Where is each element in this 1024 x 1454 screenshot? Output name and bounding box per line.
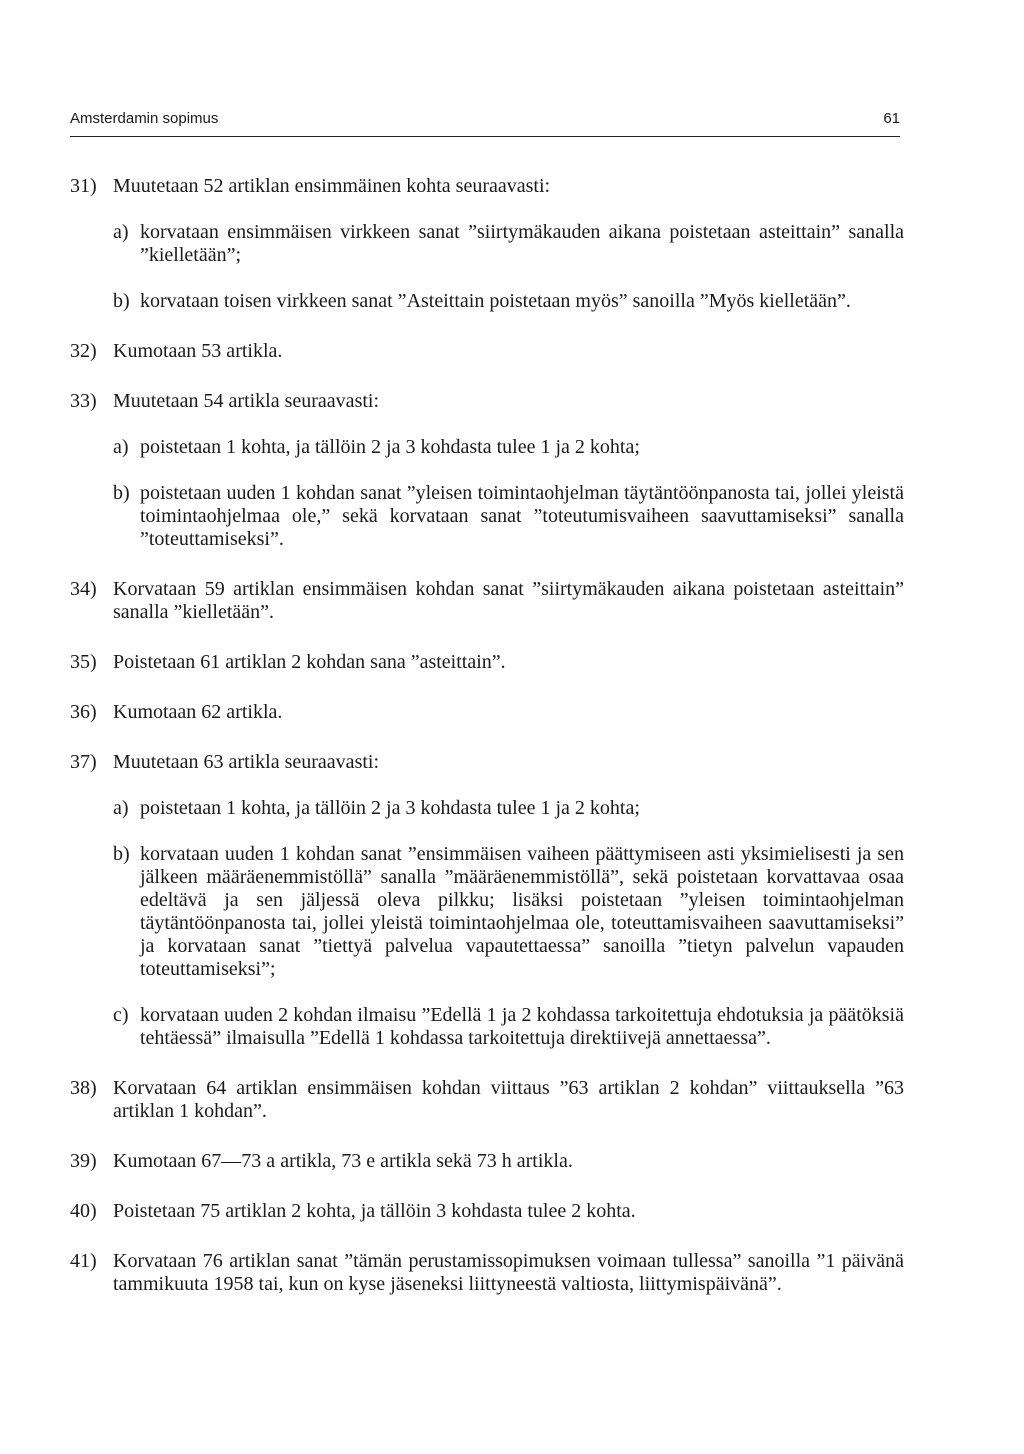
sub-item-text: poistetaan uuden 1 kohdan sanat ”yleisen toimintaohjelman täytäntöönpanosta tai, jollei yleistä toimintaohjelmaa ole,” sekä korvataan sanat ”toteutumisvaiheen saavuttamiseksi” sanalla ”toteuttamiseksi”. [140, 482, 904, 550]
list-item [70, 578, 904, 624]
item-number: 38) [70, 1077, 97, 1099]
list-item [70, 1150, 904, 1173]
sub-item-letter: b) [113, 843, 130, 865]
item-text: Korvataan 64 artiklan ensimmäisen kohdan viittaus ”63 artiklan 2 kohdan” viittauksella ”63 artiklan 1 kohdan”. [113, 1077, 904, 1122]
sub-item-letter: a) [113, 436, 129, 458]
running-header [70, 110, 900, 137]
document-body [70, 175, 904, 1323]
sub-item-text: korvataan uuden 1 kohdan sanat ”ensimmäisen vaiheen päättymiseen asti yksimielisesti ja sen jälkeen määräenemmistöllä” sanalla ”määräenemmistöllä”, sekä poistetaan korvattavaa osaa edeltävä ja sen jäljessä oleva pilkku; lisäksi poistetaan ”yleisen toimintaohjelman täytäntöönpanosta tai, jollei yleistä toimintaohjelmaa ole, toteuttamisvaiheen saavuttamiseksi” ja korvataan sanat ”tiettyä palvelua vapautettaessa” sanoilla ”tietyn palvelun vapauden toteuttamiseksi”; [140, 843, 904, 980]
item-text: Poistetaan 61 artiklan 2 kohdan sana ”asteittain”. [113, 651, 506, 673]
list-item [70, 390, 904, 551]
header-title: Amsterdamin sopimus [70, 110, 219, 127]
sub-item-letter: a) [113, 221, 129, 243]
item-number: 34) [70, 578, 97, 600]
item-text: Muutetaan 52 artiklan ensimmäinen kohta seuraavasti: [113, 175, 551, 197]
item-text: Kumotaan 53 artikla. [113, 340, 283, 362]
item-number: 32) [70, 340, 97, 362]
list-item [70, 651, 904, 674]
sub-item-text: poistetaan 1 kohta, ja tällöin 2 ja 3 kohdasta tulee 1 ja 2 kohta; [140, 436, 640, 458]
page-number: 61 [883, 110, 900, 127]
sub-item [113, 290, 904, 313]
item-text: Poistetaan 75 artiklan 2 kohta, ja tällöin 3 kohdasta tulee 2 kohta. [113, 1200, 636, 1222]
sub-item [113, 797, 904, 820]
sub-item [113, 221, 904, 267]
sub-item-letter: c) [113, 1004, 129, 1026]
sub-item-text: korvataan toisen virkkeen sanat ”Asteittain poistetaan myös” sanoilla ”Myös kielletään”. [140, 290, 851, 312]
sub-item [113, 1004, 904, 1050]
sub-item-text: korvataan ensimmäisen virkkeen sanat ”siirtymäkauden aikana poistetaan asteittain” sanalla ”kielletään”; [140, 221, 904, 266]
sub-item [113, 843, 904, 981]
sub-item-letter: b) [113, 482, 130, 504]
item-number: 36) [70, 701, 97, 723]
item-number: 31) [70, 175, 97, 197]
list-item [70, 1200, 904, 1223]
item-text: Korvataan 59 artiklan ensimmäisen kohdan sanat ”siirtymäkauden aikana poistetaan asteittain” sanalla ”kielletään”. [113, 578, 904, 623]
item-number: 37) [70, 751, 97, 773]
sub-item-text: poistetaan 1 kohta, ja tällöin 2 ja 3 kohdasta tulee 1 ja 2 kohta; [140, 797, 640, 819]
item-text: Kumotaan 62 artikla. [113, 701, 283, 723]
sub-item-text: korvataan uuden 2 kohdan ilmaisu ”Edellä 1 ja 2 kohdassa tarkoitettuja ehdotuksia ja päätöksiä tehtäessä” ilmaisulla ”Edellä 1 kohdassa tarkoitettuja direktiivejä annettaessa”. [140, 1004, 904, 1049]
item-number: 35) [70, 651, 97, 673]
item-text: Muutetaan 63 artikla seuraavasti: [113, 751, 380, 773]
sub-item [113, 436, 904, 459]
sub-item-letter: b) [113, 290, 130, 312]
list-item [70, 751, 904, 1050]
sub-item [113, 482, 904, 551]
item-text: Kumotaan 67—73 a artikla, 73 e artikla sekä 73 h artikla. [113, 1150, 573, 1172]
list-item [70, 701, 904, 724]
item-number: 40) [70, 1200, 97, 1222]
item-text: Muutetaan 54 artikla seuraavasti: [113, 390, 380, 412]
list-item [70, 1250, 904, 1296]
item-number: 41) [70, 1250, 97, 1272]
sub-item-letter: a) [113, 797, 129, 819]
item-number: 39) [70, 1150, 97, 1172]
list-item [70, 175, 904, 313]
list-item [70, 340, 904, 363]
item-text: Korvataan 76 artiklan sanat ”tämän perustamissopimuksen voimaan tullessa” sanoilla ”1 päivänä tammikuuta 1958 tai, kun on kyse jäseneksi liittyneestä valtiosta, liittymispäivänä”. [113, 1250, 904, 1295]
list-item [70, 1077, 904, 1123]
item-number: 33) [70, 390, 97, 412]
